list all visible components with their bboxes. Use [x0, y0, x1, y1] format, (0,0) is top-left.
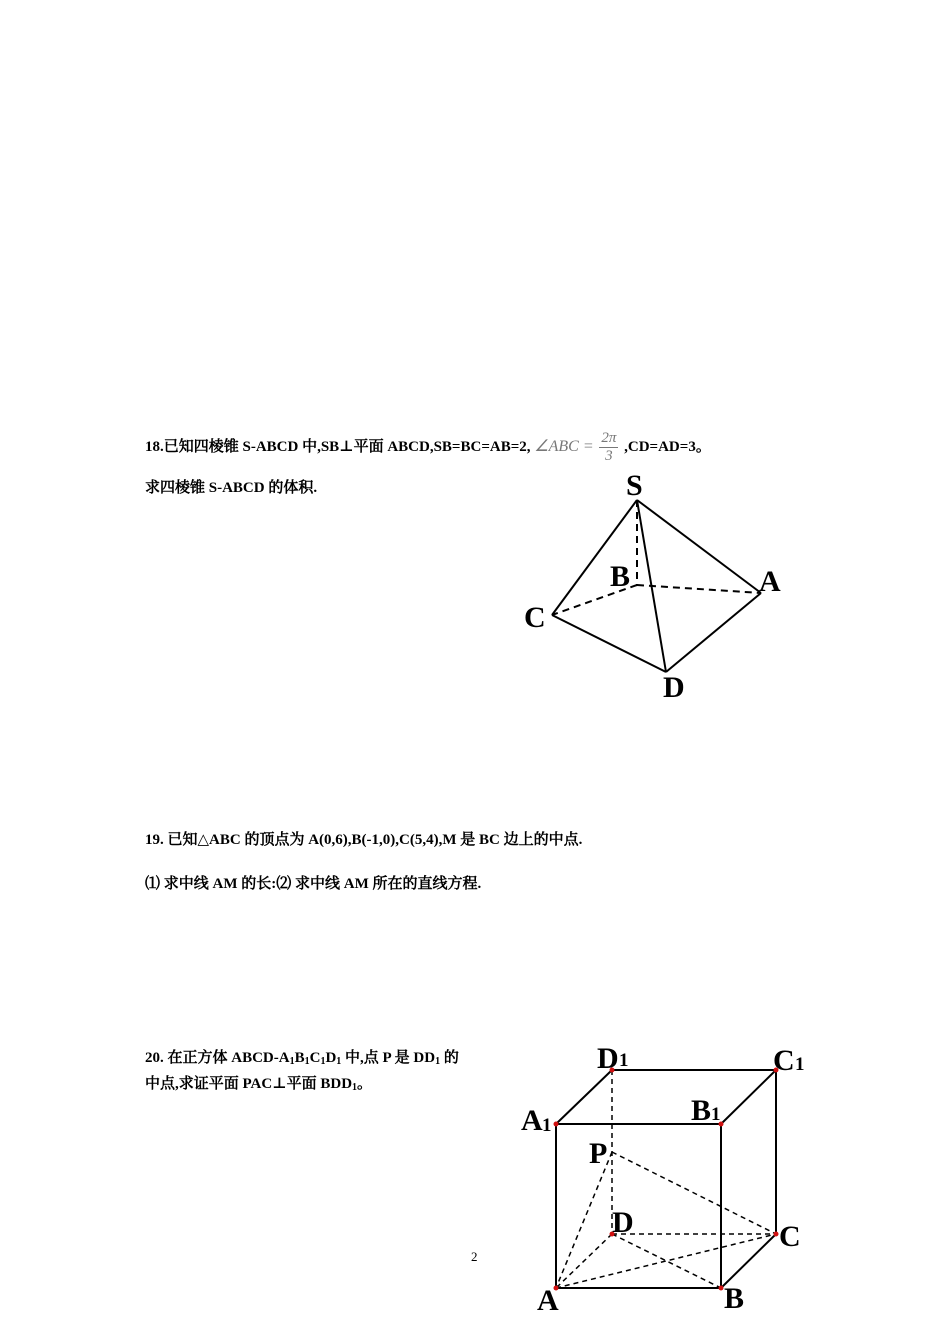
q20-text-4: D [325, 1050, 337, 1066]
edge-db-hidden [612, 1234, 721, 1288]
label-d1: D [597, 1042, 619, 1075]
q19-line1: 19. 已知△ABC 的顶点为 A(0,6),B(-1,0),C(5,4),M 是 BC 边上的中点. [145, 832, 583, 848]
edge-pa-hidden [556, 1152, 612, 1288]
q18-angle: ∠ABC = [534, 437, 594, 455]
q18-text-a: 18.已知四棱锥 S-ABCD 中,SB⊥平面 ABCD,SB=BC=AB=2, [145, 438, 531, 455]
page-number: 2 [471, 1249, 478, 1264]
q20-text-3: C [309, 1050, 321, 1066]
q20-sub: 1 [289, 1056, 295, 1067]
edge-a1d1 [556, 1070, 612, 1124]
q20-text-5: 中,点 P 是 DD [341, 1050, 436, 1066]
label-d-cube: D [612, 1206, 634, 1239]
q20-sub: 1 [336, 1056, 342, 1067]
label-c-cube: C [779, 1220, 801, 1253]
q20-text-2: B [294, 1050, 305, 1066]
q20-text-8: 。 [357, 1076, 373, 1092]
q20-sub: 1 [320, 1056, 326, 1067]
label-a1-sub: 1 [542, 1115, 552, 1136]
q18-frac-num: 2π [601, 430, 617, 446]
label-c1-sub: 1 [795, 1054, 805, 1075]
q20-sub: 1 [352, 1082, 358, 1093]
label-b: B [610, 560, 631, 593]
label-a: A [759, 565, 781, 598]
edge-da-hidden [556, 1234, 612, 1288]
q18-line2: 求四棱锥 S-ABCD 的体积. [145, 480, 318, 496]
edge-ac-hidden [556, 1234, 776, 1288]
label-b1: B [691, 1094, 712, 1127]
edge-bc [721, 1234, 776, 1288]
vertex-b [719, 1286, 724, 1291]
q18-text-b: ,CD=AD=3。 [624, 438, 711, 455]
q20-text-1: 20. 在正方体 ABCD-A [145, 1050, 290, 1066]
edge-b1c1 [721, 1070, 776, 1124]
q18-frac-den: 3 [605, 448, 613, 464]
label-s: S [626, 469, 643, 502]
label-b1-sub: 1 [711, 1104, 721, 1125]
label-d1-sub: 1 [619, 1050, 629, 1071]
q20-text-7: 中点,求证平面 PAC⊥平面 BDD [145, 1076, 353, 1092]
q19-line2: ⑴ 求中线 AM 的长:⑵ 求中线 AM 所在的直线方程. [145, 876, 482, 892]
q20-sub: 1 [435, 1056, 441, 1067]
label-c1: C [773, 1044, 795, 1077]
q20-sub: 1 [304, 1056, 310, 1067]
label-a-cube: A [537, 1284, 559, 1317]
label-a1: A [521, 1104, 543, 1137]
vertex-a1 [554, 1122, 559, 1127]
edge-pc-hidden [612, 1152, 776, 1234]
label-d: D [663, 671, 685, 704]
label-p: P [589, 1137, 608, 1170]
label-c: C [524, 601, 546, 634]
vertex-c [774, 1232, 779, 1237]
label-b-cube: B [724, 1282, 745, 1315]
q20-text-6: 的 [440, 1050, 459, 1066]
